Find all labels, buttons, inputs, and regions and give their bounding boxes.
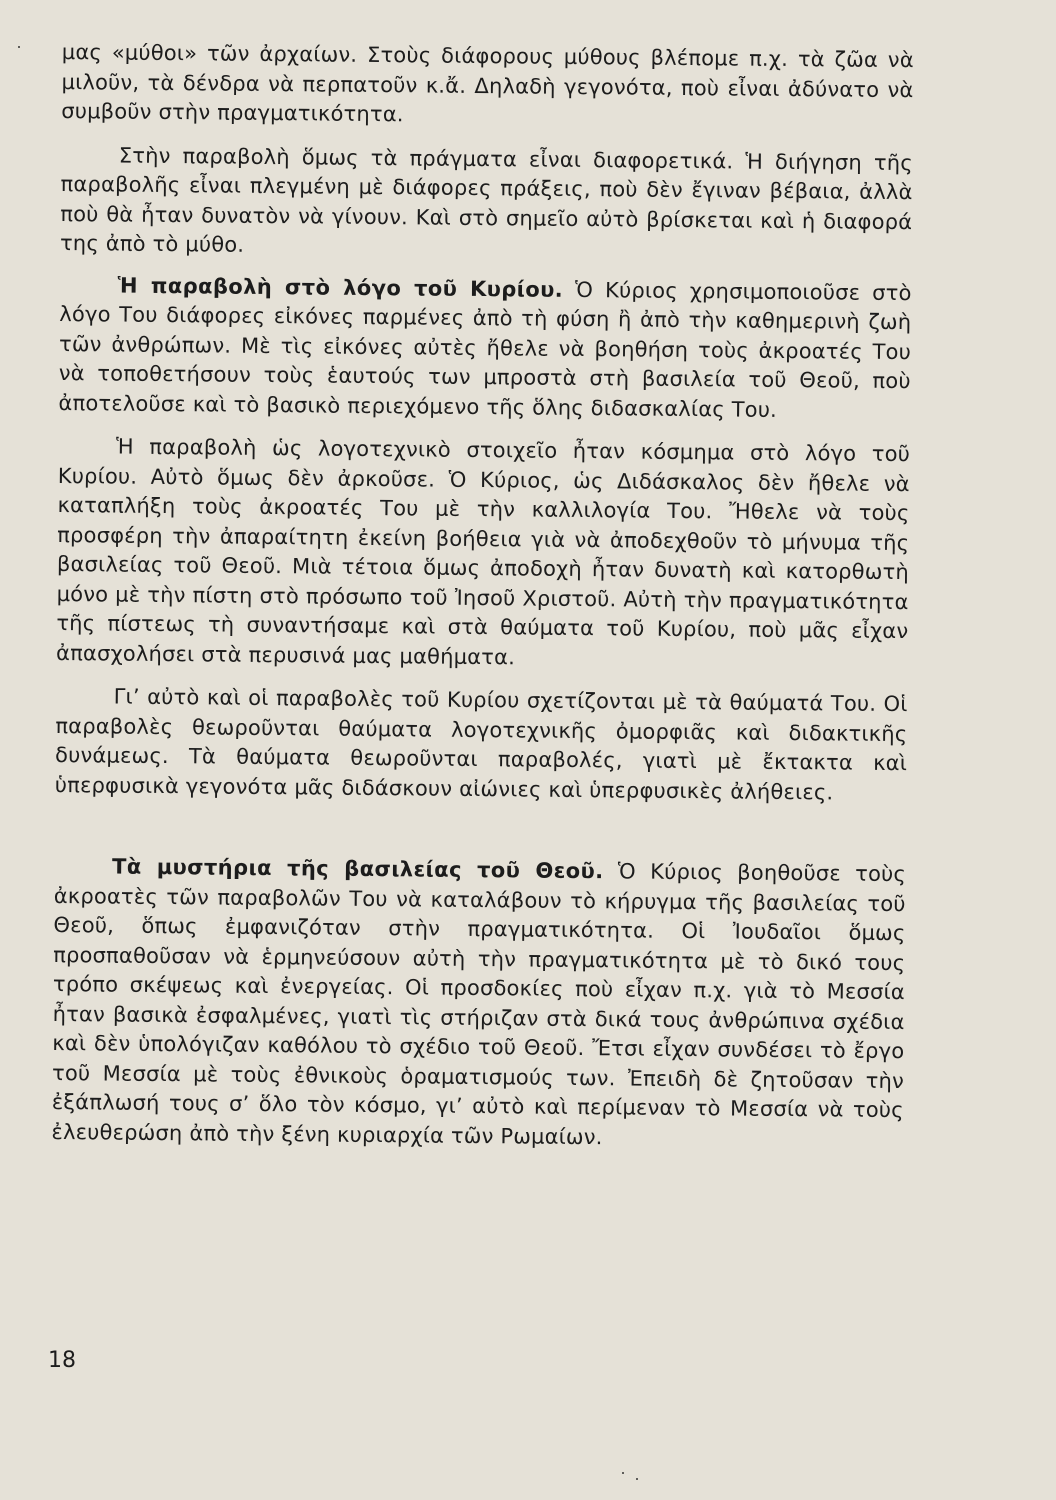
paragraph-literary-element: Ἡ παραβολὴ ὡς λογοτεχνικὸ στοιχεῖο ἦταν κόσμημα στὸ λόγο τοῦ Κυρίου. Αὐτὸ ὅμως δὲν ἀρκοῦσε. Ὁ Κύριος, ὡς Διδάσκαλος δὲν ἤθελε νὰ καταπλήξη τοὺς ἀκροατές Του μὲ τὴν καλλιλογία Του. Ἤθελε νὰ τοὺς προσφέρη τὴν ἀπαραίτητη ἐκείνη βοήθεια γιὰ νὰ ἀποδεχθοῦν τὸ μήνυμα τῆς βασιλείας τοῦ Θεοῦ. Μιὰ τέτοια ὅμως ἀποδοχὴ ἦταν δυνατὴ καὶ κατορθωτὴ μόνο μὲ τὴν πίστη στὸ πρόσωπο τοῦ Ἰησοῦ Χριστοῦ. Αὐτὴ τὴν πραγματικότητα τῆς πίστεως τὴ συναντήσαμε καὶ στὰ θαύματα τοῦ Κυρίου, ποὺ μᾶς εἶχαν ἀπασχολήσει στὰ περυσινά μας μαθήματα. bbox=[55, 434, 911, 669]
paper-speck bbox=[622, 1472, 624, 1474]
paper-speck bbox=[18, 46, 20, 48]
page-text bbox=[51, 38, 914, 1155]
section-heading-parable: Ἡ παραβολὴ στὸ λόγο τοῦ Κυρίου. bbox=[117, 273, 564, 302]
section-body-mysteries: Ὁ Κύριος βοηθοῦσε τοὺς ἀκροατὲς τῶν παραβολῶν Του νὰ καταλάβουν τὸ κήρυγμα τῆς βασιλείας τοῦ Θεοῦ, ὅπως ἐμφανιζόταν στὴν πραγματικότητα. Οἱ Ἰουδαῖοι ὅμως προσπαθοῦσαν νὰ ἑρμηνεύσουν αὐτὴ τὴν πραγματικότητα μὲ τὸ δικό τους τρόπο σκέψεως καὶ ἐνεργείας. Οἱ προσδοκίες ποὺ εἶχαν π.χ. γιὰ τὸ Μεσσία ἦταν βασικὰ ἐσφαλμένες, γιατὶ τὶς στήριζαν στὰ δικά τους ἀνθρώπινα σχέδια καὶ δὲν ὑπολόγιζαν καθόλου τὸ σχέδιο τοῦ Θεοῦ. Ἔτσι εἶχαν συνδέσει τὸ ἔργο τοῦ Μεσσία μὲ τοὺς ἐθνικοὺς ὁραματισμούς των. Ἐπειδὴ δὲ ζητοῦσαν τὴν ἐξάπλωσή τους σ’ ὅλο τὸν κόσμο, γι’ αὐτὸ καὶ περίμεναν τὸ Μεσσία νὰ τοὺς ἐλευθερώση ἀπὸ τὴν ξένη κυριαρχία τῶν Ρωμαίων. bbox=[51, 859, 907, 1149]
section-parable-in-word-of-lord bbox=[58, 270, 911, 426]
section-body-parable: Ὁ Κύριος χρησιμοποιοῦσε στὸ λόγο Του διάφορες εἰκόνες παρμένες ἀπὸ τὴ φύση ἢ ἀπὸ τὴν καθημερινὴ ζωὴ τῶν ἀνθρώπων. Μὲ τὶς εἰκόνες αὐτὲς ἤθελε νὰ βοηθήση τοὺς ἀκροατές Του νὰ τοποθετήσουν τοὺς ἑαυτούς των μπροστὰ στὴ βασιλεία τοῦ Θεοῦ, ποὺ ἀποτελοῦσε καὶ τὸ βασικὸ περιεχόμενο τῆς ὅλης διδασκαλίας Του. bbox=[58, 277, 912, 422]
paragraph-myths-continued: μας «μύθοι» τῶν ἀρχαίων. Στοὺς διάφορους μύθους βλέπομε π.χ. τὰ ζῶα νὰ μιλοῦν, τὰ δένδρα νὰ περπατοῦν κ.ἄ. Δηλαδὴ γεγονότα, ποὺ εἶναι ἀδύνατο νὰ συμβοῦν στὴν πραγματικότητα. bbox=[61, 39, 914, 127]
paragraph-parables-and-miracles: Γι’ αὐτὸ καὶ οἱ παραβολὲς τοῦ Κυρίου σχετίζονται μὲ τὰ θαύματά Του. Οἱ παραβολὲς θεωροῦνται θαύματα λογοτεχνικῆς ὀμορφιᾶς καὶ διδακτικῆς δυνάμεως. Τὰ θαύματα θεωροῦνται παραβολές, γιατὶ μὲ ἔκτακτα καὶ ὑπερφυσικὰ γεγονότα μᾶς διδάσκουν αἰώνιες καὶ ὑπερφυσικὲς ἀλήθειες. bbox=[54, 684, 908, 804]
page-number: 18 bbox=[48, 1348, 76, 1373]
section-heading-mysteries: Τὰ μυστήρια τῆς βασιλείας τοῦ Θεοῦ. bbox=[111, 854, 604, 884]
paper-speck bbox=[636, 1478, 638, 1480]
paragraph-parable-difference: Στὴν παραβολὴ ὅμως τὰ πράγματα εἶναι διαφορετικά. Ἡ διήγηση τῆς παραβολῆς εἶναι πλεγμένη μὲ διάφορες πράξεις, ποὺ δὲν ἔγιναν βέβαια, ἀλλὰ ποὺ θὰ ἦταν δυνατὸν νὰ γίνουν. Καὶ στὸ σημεῖο αὐτὸ βρίσκεται καὶ ἡ διαφορά της ἀπὸ τὸ μύθο. bbox=[59, 143, 913, 257]
section-mysteries-of-kingdom bbox=[51, 852, 906, 1155]
